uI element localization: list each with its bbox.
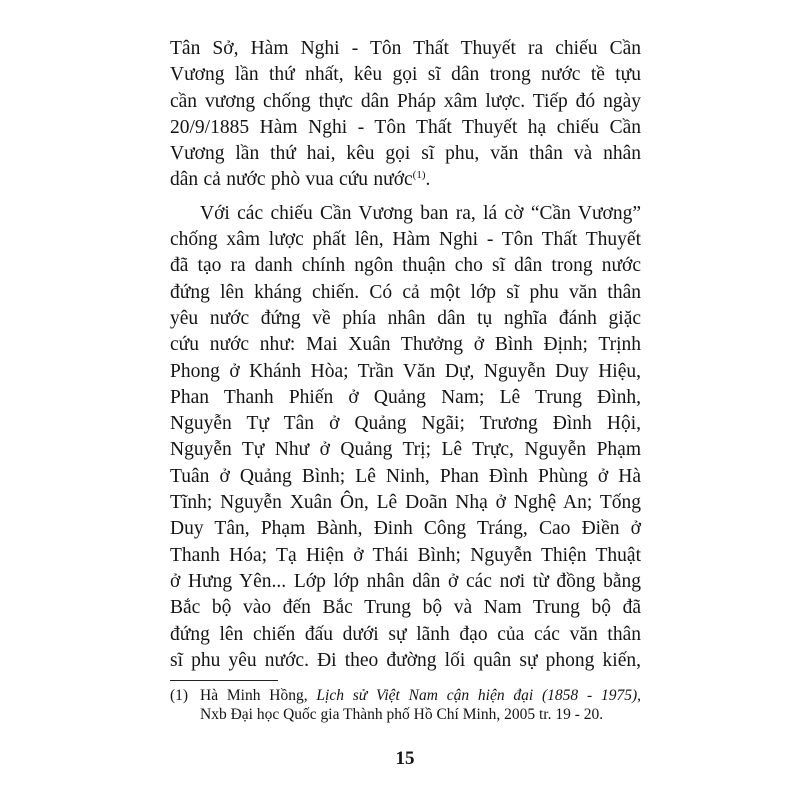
footnote-line-1 [200, 686, 641, 705]
text-line: đã tạo ra danh chính ngôn thuận cho sĩ dân trong nước [170, 255, 641, 277]
footnote-punct: , [637, 687, 641, 704]
text-fragment: dân cả nước phò vua cứu nước [170, 169, 413, 191]
text-line: Tân Sở, Hàm Nghi - Tôn Thất Thuyết ra chiếu Cần [170, 38, 641, 59]
text-line: Với các chiếu Cần Vương ban ra, lá cờ “Cần Vương” [200, 202, 641, 224]
text-line: đứng lên kháng chiến. Có cả một lớp sĩ phu văn thân [170, 281, 641, 303]
text-line: Nguyễn Tự Như ở Quảng Trị; Lê Trực, Nguyễn Phạm [170, 439, 641, 461]
text-fragment: . [425, 169, 431, 191]
text-line: Bắc bộ vào đến Bắc Trung bộ và Nam Trung bộ đã [170, 597, 641, 619]
text-line: cứu nước như: Mai Xuân Thưởng ở Bình Định; Trịnh [170, 334, 641, 356]
text-line: Vương lần thứ hai, kêu gọi sĩ phu, văn thân và nhân [170, 143, 641, 165]
text-line: 20/9/1885 Hàm Nghi - Tôn Thất Thuyết hạ chiếu Cần [170, 116, 641, 138]
footnote [170, 686, 641, 724]
text-line: chống xâm lược phất lên, Hàm Nghi - Tôn Thất Thuyết [170, 229, 641, 251]
paragraph-2 [170, 201, 641, 674]
text-line: cần vương chống thực dân Pháp xâm lược. Tiếp đó ngày [170, 90, 641, 112]
footnote-marker: (1) [170, 687, 189, 704]
text-line: Thanh Hóa; Tạ Hiện ở Thái Bình; Nguyễn Thiện Thuật [170, 544, 641, 566]
text-line: Nguyễn Tự Tân ở Quảng Ngãi; Trương Đình Hội, [170, 413, 641, 435]
footnote-text [200, 686, 641, 724]
footnote-line-2: Nxb Đại học Quốc gia Thành phố Hồ Chí Minh, 2005 tr. 19 - 20. [200, 706, 604, 723]
footnote-entry [170, 686, 641, 724]
page-body [170, 36, 641, 674]
text-line: ở Hưng Yên... Lớp lớp nhân dân ở các nơi từ đồng bằng [170, 570, 641, 592]
text-line: Phan Thanh Phiến ở Quảng Nam; Lê Trung Đình, [170, 386, 641, 408]
footnote-reference: (1) [412, 169, 426, 182]
paragraph-1 [170, 36, 641, 194]
text-line: Duy Tân, Phạm Bành, Đinh Công Tráng, Cao Điền ở [170, 518, 641, 540]
text-line: sĩ phu yêu nước. Đi theo đường lối quân sự phong kiến, [170, 649, 641, 671]
page-number: 15 [395, 748, 415, 769]
text-line: Phong ở Khánh Hòa; Trần Văn Dự, Nguyễn Duy Hiệu, [170, 360, 641, 382]
text-line-last [170, 167, 641, 193]
footnote-divider [170, 680, 278, 681]
text-line: Tuân ở Quảng Bình; Lê Ninh, Phan Đình Phùng ở Hà [170, 465, 641, 487]
text-line: yêu nước đứng về phía nhân dân tụ nghĩa đánh giặc [170, 307, 641, 329]
footnote-book-title: Lịch sử Việt Nam cận hiện đại (1858 - 1975) [316, 687, 638, 704]
text-line: Tĩnh; Nguyễn Xuân Ôn, Lê Doãn Nhạ ở Nghệ An; Tống [170, 492, 641, 514]
footnote-author: Hà Minh Hồng, [200, 687, 317, 704]
text-line: Vương lần thứ nhất, kêu gọi sĩ dân trong nước tề tựu [170, 64, 641, 86]
text-line: đứng lên chiến đấu dưới sự lãnh đạo của các văn thân [170, 623, 641, 645]
